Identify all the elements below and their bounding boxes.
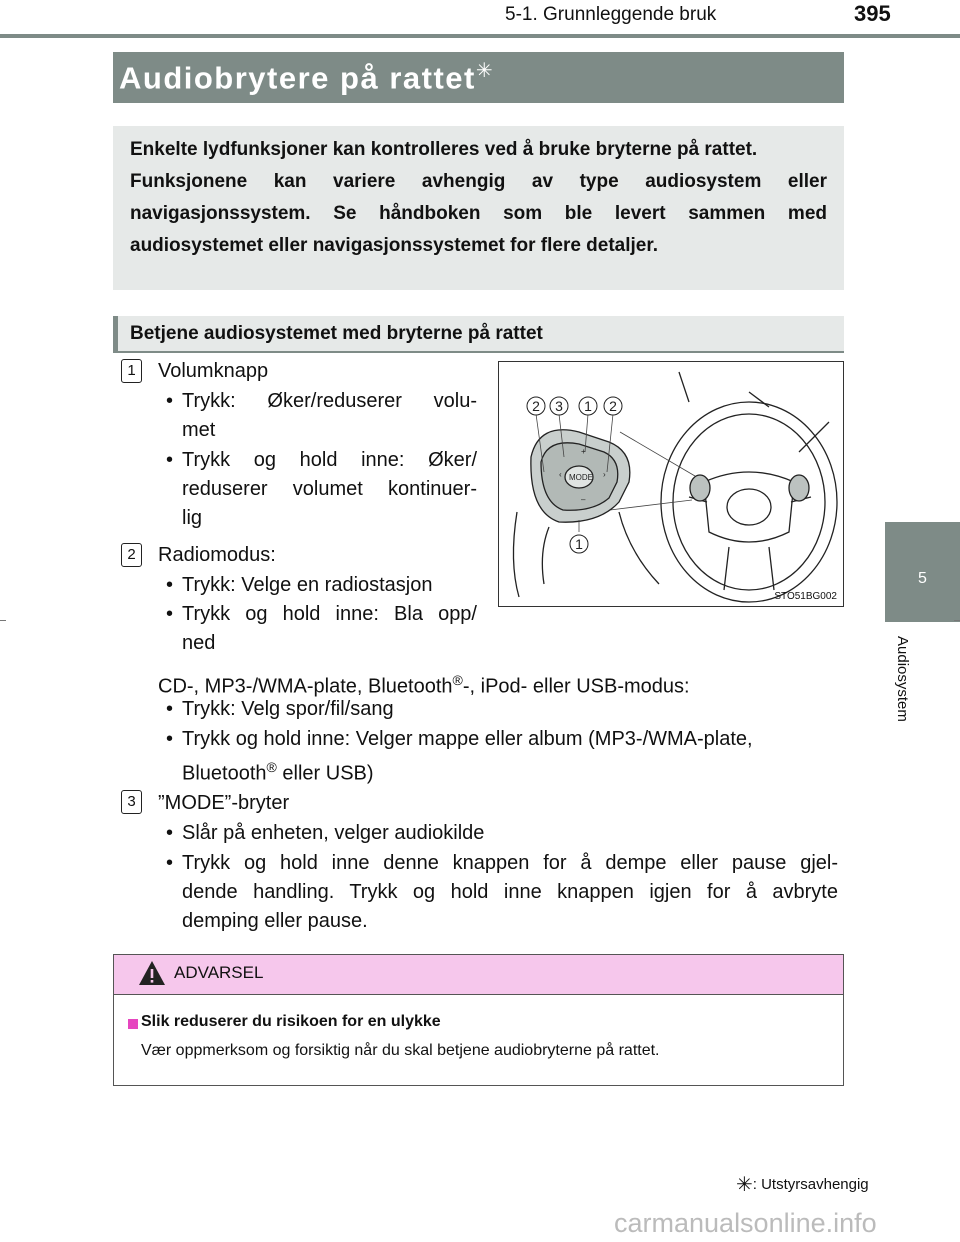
item-2-title: Radiomodus: <box>158 544 276 566</box>
watermark: carmanualsonline.info <box>614 1208 877 1238</box>
title-bar <box>113 52 844 103</box>
intro-text <box>130 134 827 262</box>
item-2-bullet-2: Trykk og hold inne: Bla opp/ <box>182 603 477 625</box>
item-2-bullet-3: Trykk: Velg spor/fil/sang <box>182 698 394 720</box>
bullet-dot: • <box>166 390 174 412</box>
svg-text:›: › <box>603 470 606 479</box>
bullet-dot: • <box>166 574 174 596</box>
steering-wheel-figure <box>498 361 844 607</box>
footnote <box>736 1172 869 1197</box>
callout-1-top: 1 <box>584 398 592 414</box>
section-heading: 5-1. Grunnleggende bruk <box>505 4 717 25</box>
item-1-title: Volumknapp <box>158 360 269 382</box>
item-number-3: 3 <box>121 790 142 814</box>
warning-body: Vær oppmerksom og forsiktig når du skal betjene audiobryterne på rattet. <box>141 1042 660 1059</box>
item-2-bullet-1: Trykk: Velge en radiostasjon <box>182 574 433 596</box>
chapter-number: 5 <box>918 570 927 587</box>
optional-equipment-star-icon: ✳ <box>736 1174 753 1196</box>
item-3-bullet-2-cont: dende handling. Trykk og hold inne knappen igjen for å avbryte <box>182 881 838 903</box>
bullet-dot: • <box>166 449 174 471</box>
page-title-text: Audiobrytere på rattet <box>119 60 476 96</box>
steering-wheel-illustration <box>499 362 842 605</box>
bullet-dot: • <box>166 822 174 844</box>
bullet-dot: • <box>166 603 174 625</box>
warning-square-icon <box>128 1019 138 1029</box>
item-1-bullet-1: Trykk: Øker/reduserer volu- <box>182 390 477 412</box>
crop-mark-right <box>954 620 960 621</box>
header-rule <box>0 34 960 38</box>
item-1-bullet-1-cont: met <box>182 419 216 441</box>
section-header <box>113 316 844 353</box>
chapter-tab[interactable] <box>885 522 960 622</box>
crop-mark-left <box>0 620 6 621</box>
svg-text:‹: ‹ <box>559 470 562 479</box>
page-number: 395 <box>854 1 891 26</box>
warning-label: ADVARSEL <box>174 963 264 982</box>
warning-box <box>113 954 844 1086</box>
item-1-bullet-2-cont: reduserer volumet kontinuer- <box>182 478 477 500</box>
callout-1-bottom: 1 <box>575 536 583 552</box>
footnote-text: : Utstyrsavhengig <box>752 1176 869 1193</box>
bullet-dot: • <box>166 852 174 874</box>
item-3-bullet-1: Slår på enheten, velger audiokilde <box>182 822 485 844</box>
svg-text:–: – <box>581 495 586 504</box>
item-number-1: 1 <box>121 359 142 383</box>
chapter-label: Audiosystem <box>894 636 911 722</box>
intro-line-1: Enkelte lydfunksjoner kan kontrolleres ved å bruke bryterne på rattet. <box>130 139 758 160</box>
warning-triangle-icon <box>137 959 167 987</box>
item-2-bullet-4: Trykk og hold inne: Velger mappe eller album (MP3-/WMA-plate, <box>182 728 753 750</box>
figure-code: STO51BG002 <box>774 591 837 602</box>
bluetooth-text: Bluetooth <box>182 762 267 785</box>
item-3-bullet-2: Trykk og hold inne denne knappen for å dempe eller pause gjel- <box>182 852 838 874</box>
item-3-bullet-2-end: demping eller pause. <box>182 910 368 932</box>
callout-2-left: 2 <box>532 398 540 414</box>
intro-line-2: Funksjonene kan variere avhengig av type audiosystem eller navigasjonssystem. Se håndboken som ble levert sammen med audiosystemet eller navigasjonssystemet for flere detaljer. <box>130 171 827 256</box>
item-2-bullet-2-cont: ned <box>182 632 216 654</box>
item-3-title: ”MODE”-bryter <box>158 792 290 814</box>
section-header-text: Betjene audiosystemet med bryterne på rattet <box>130 323 543 344</box>
mode-label: MODE <box>569 473 593 482</box>
cd-mode-text-end: -, iPod- eller USB-modus: <box>462 675 690 698</box>
page-title <box>119 58 494 96</box>
item-1-bullet-2-end: lig <box>182 507 203 529</box>
item-number-2: 2 <box>121 543 142 567</box>
optional-equipment-star-icon: ✳ <box>475 60 495 82</box>
bluetooth-text-end: eller USB) <box>276 762 374 785</box>
warning-header <box>114 955 843 995</box>
warning-subtitle: Slik reduserer du risikoen for en ulykke <box>141 1013 441 1030</box>
bullet-dot: • <box>166 698 174 720</box>
cd-mode-text: CD-, MP3-/WMA-plate, Bluetooth <box>158 675 453 698</box>
item-2-bullet-4-cont <box>182 753 374 789</box>
bullet-dot: • <box>166 728 174 750</box>
registered-mark: ® <box>266 759 277 775</box>
intro-panel <box>113 126 844 290</box>
callout-3: 3 <box>555 398 563 414</box>
callout-2-right: 2 <box>609 398 617 414</box>
item-1-bullet-2: Trykk og hold inne: Øker/ <box>182 449 477 471</box>
svg-text:+: + <box>581 447 586 456</box>
registered-mark: ® <box>452 672 463 688</box>
